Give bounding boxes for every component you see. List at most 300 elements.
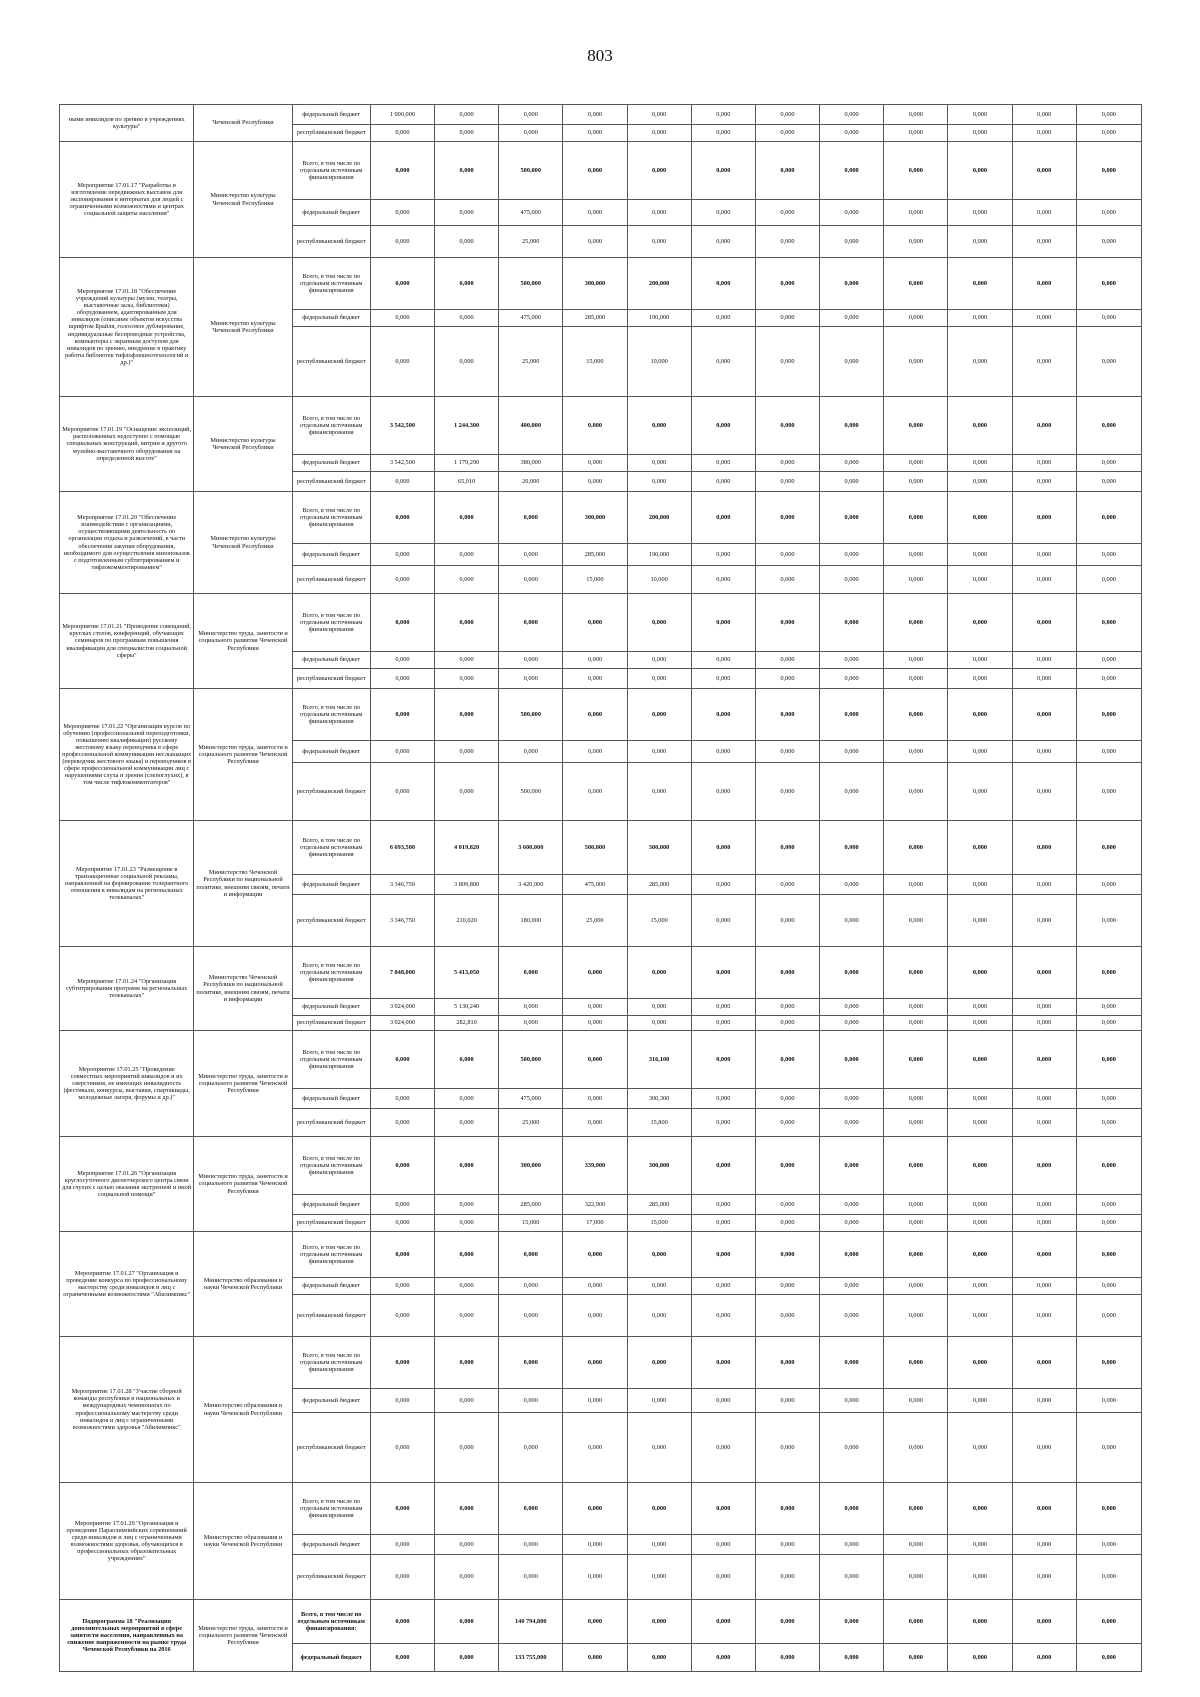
value-cell: 0,000 xyxy=(820,689,884,741)
value-cell: 0,000 xyxy=(884,1109,948,1137)
value-cell: 0,000 xyxy=(563,594,627,652)
value-cell: 0,000 xyxy=(1076,875,1141,895)
value-cell: 0,000 xyxy=(820,1483,884,1535)
value-cell: 0,000 xyxy=(755,327,819,397)
value-cell: 0,000 xyxy=(370,1215,434,1232)
value-cell: 300,000 xyxy=(499,1137,563,1195)
value-cell: 0,000 xyxy=(1012,1089,1076,1109)
value-cell: 0,000 xyxy=(948,1089,1012,1109)
value-cell: 0,000 xyxy=(755,1016,819,1031)
value-cell: 0,000 xyxy=(691,669,755,689)
funding-source-cell: федеральный бюджет xyxy=(292,1278,370,1295)
value-cell: 0,000 xyxy=(1076,472,1141,492)
value-cell: 0,000 xyxy=(755,1337,819,1389)
value-cell: 0,000 xyxy=(370,1109,434,1137)
value-cell: 0,000 xyxy=(370,669,434,689)
value-cell: 0,000 xyxy=(435,1337,499,1389)
value-cell: 0,000 xyxy=(1012,1600,1076,1644)
value-cell: 0,000 xyxy=(370,200,434,226)
value-cell: 1 179,290 xyxy=(435,455,499,472)
executor-cell: Министерство труда, занятости и социального развития Чеченской Республики xyxy=(194,1600,292,1672)
value-cell: 0,000 xyxy=(435,1215,499,1232)
value-cell: 0,000 xyxy=(948,1535,1012,1555)
funding-source-cell: федеральный бюджет xyxy=(292,1535,370,1555)
value-cell: 0,000 xyxy=(563,741,627,763)
value-cell: 3 600,000 xyxy=(499,821,563,875)
value-cell: 0,000 xyxy=(691,1644,755,1672)
value-cell: 0,000 xyxy=(370,1389,434,1413)
measure-cell: Мероприятие 17.01.29 "Организация и проведение Параолимпийских соревнований среди инвалидов и лиц с ограниченными возможностями здоровья, обучающихся в профессиональных образовательных учреждениях" xyxy=(60,1483,194,1600)
value-cell: 0,000 xyxy=(1012,741,1076,763)
value-cell: 0,000 xyxy=(627,1389,691,1413)
value-cell: 25,000 xyxy=(499,1109,563,1137)
value-cell: 0,000 xyxy=(627,455,691,472)
value-cell: 0,000 xyxy=(1076,1031,1141,1089)
value-cell: 0,000 xyxy=(755,669,819,689)
value-cell: 0,000 xyxy=(1012,895,1076,947)
value-cell: 0,000 xyxy=(820,1215,884,1232)
funding-source-cell: республиканский бюджет xyxy=(292,669,370,689)
value-cell: 0,000 xyxy=(627,1232,691,1278)
value-cell: 0,000 xyxy=(884,1413,948,1483)
value-cell: 0,000 xyxy=(435,1195,499,1215)
value-cell: 0,000 xyxy=(755,1483,819,1535)
value-cell: 0,000 xyxy=(884,895,948,947)
value-cell: 0,000 xyxy=(948,763,1012,821)
value-cell: 0,000 xyxy=(691,594,755,652)
value-cell: 0,000 xyxy=(370,741,434,763)
value-cell: 0,000 xyxy=(755,105,819,125)
value-cell: 4 019,820 xyxy=(435,821,499,875)
value-cell: 0,000 xyxy=(948,741,1012,763)
value-cell: 0,000 xyxy=(1012,492,1076,544)
table-row xyxy=(60,821,1142,875)
value-cell: 282,810 xyxy=(435,1016,499,1031)
funding-source-cell: Всего, в том числе по отдельным источникам финансирования xyxy=(292,492,370,544)
value-cell: 0,000 xyxy=(627,763,691,821)
value-cell: 0,000 xyxy=(1076,1555,1141,1600)
value-cell: 15,000 xyxy=(563,327,627,397)
value-cell: 0,000 xyxy=(691,1137,755,1195)
value-cell: 0,000 xyxy=(1076,947,1141,999)
value-cell: 285,000 xyxy=(563,310,627,327)
value-cell: 0,000 xyxy=(691,327,755,397)
value-cell: 0,000 xyxy=(820,947,884,999)
measure-cell: Мероприятие 17.01.25 "Проведение совместных мероприятий инвалидов и их сверстников, не имеющих инвалидность (фестивали, конкурсы, выставки, спартакиады, молодежные лагеря, форумы и др.)" xyxy=(60,1031,194,1137)
value-cell: 339,900 xyxy=(563,1137,627,1195)
value-cell: 0,000 xyxy=(435,1555,499,1600)
value-cell: 300,000 xyxy=(563,492,627,544)
value-cell: 0,000 xyxy=(563,125,627,142)
value-cell: 0,000 xyxy=(691,226,755,258)
value-cell: 0,000 xyxy=(1076,689,1141,741)
value-cell: 3 924,000 xyxy=(370,1016,434,1031)
value-cell: 0,000 xyxy=(435,594,499,652)
value-cell: 0,000 xyxy=(1076,1215,1141,1232)
value-cell: 0,000 xyxy=(755,1413,819,1483)
funding-source-cell: федеральный бюджет xyxy=(292,1389,370,1413)
value-cell: 0,000 xyxy=(563,1232,627,1278)
value-cell: 0,000 xyxy=(755,1109,819,1137)
value-cell: 0,000 xyxy=(1076,895,1141,947)
funding-source-cell: федеральный бюджет xyxy=(292,875,370,895)
value-cell: 0,000 xyxy=(755,1232,819,1278)
table-row xyxy=(60,492,1142,544)
value-cell: 0,000 xyxy=(563,1389,627,1413)
funding-source-cell: федеральный бюджет xyxy=(292,1644,370,1672)
value-cell: 0,000 xyxy=(1076,327,1141,397)
value-cell: 0,000 xyxy=(370,1232,434,1278)
value-cell: 0,000 xyxy=(948,689,1012,741)
value-cell: 0,000 xyxy=(884,1137,948,1195)
value-cell: 0,000 xyxy=(1076,1600,1141,1644)
value-cell: 6 693,500 xyxy=(370,821,434,875)
value-cell: 0,000 xyxy=(435,1089,499,1109)
value-cell: 0,000 xyxy=(1012,1555,1076,1600)
value-cell: 380,000 xyxy=(499,455,563,472)
table-row xyxy=(60,258,1142,310)
value-cell: 0,000 xyxy=(1012,1215,1076,1232)
value-cell: 0,000 xyxy=(435,125,499,142)
value-cell: 0,000 xyxy=(948,652,1012,669)
funding-source-cell: федеральный бюджет xyxy=(292,1089,370,1109)
table-row xyxy=(60,142,1142,200)
value-cell: 0,000 xyxy=(948,821,1012,875)
value-cell: 0,000 xyxy=(948,1413,1012,1483)
value-cell: 0,000 xyxy=(691,1109,755,1137)
value-cell: 0,000 xyxy=(755,1644,819,1672)
value-cell: 0,000 xyxy=(1076,200,1141,226)
value-cell: 0,000 xyxy=(1012,105,1076,125)
value-cell: 0,000 xyxy=(884,1089,948,1109)
value-cell: 0,000 xyxy=(563,1644,627,1672)
value-cell: 0,000 xyxy=(884,125,948,142)
value-cell: 0,000 xyxy=(755,652,819,669)
value-cell: 0,000 xyxy=(755,689,819,741)
value-cell: 0,000 xyxy=(627,200,691,226)
value-cell: 0,000 xyxy=(435,652,499,669)
value-cell: 133 755,000 xyxy=(499,1644,563,1672)
value-cell: 0,000 xyxy=(499,1483,563,1535)
value-cell: 0,000 xyxy=(820,821,884,875)
value-cell: 0,000 xyxy=(1012,594,1076,652)
value-cell: 15,800 xyxy=(627,1109,691,1137)
value-cell: 0,000 xyxy=(691,1389,755,1413)
value-cell: 0,000 xyxy=(820,492,884,544)
value-cell: 0,000 xyxy=(820,1555,884,1600)
value-cell: 0,000 xyxy=(691,1089,755,1109)
value-cell: 0,000 xyxy=(691,895,755,947)
value-cell: 0,000 xyxy=(755,947,819,999)
value-cell: 10,000 xyxy=(627,327,691,397)
funding-source-cell: республиканский бюджет xyxy=(292,1295,370,1337)
value-cell: 0,000 xyxy=(627,1337,691,1389)
value-cell: 0,000 xyxy=(563,1535,627,1555)
value-cell: 0,000 xyxy=(691,1413,755,1483)
value-cell: 0,000 xyxy=(499,492,563,544)
measure-cell: ными инвалидов по зрению в учреждениях культуры" xyxy=(60,105,194,142)
value-cell: 0,000 xyxy=(1076,763,1141,821)
value-cell: 0,000 xyxy=(884,1278,948,1295)
value-cell: 0,000 xyxy=(1012,472,1076,492)
value-cell: 0,000 xyxy=(948,455,1012,472)
value-cell: 0,000 xyxy=(884,947,948,999)
value-cell: 0,000 xyxy=(755,566,819,594)
value-cell: 0,000 xyxy=(755,1195,819,1215)
value-cell: 0,000 xyxy=(563,763,627,821)
value-cell: 0,000 xyxy=(691,999,755,1016)
value-cell: 0,000 xyxy=(755,1600,819,1644)
value-cell: 0,000 xyxy=(1076,142,1141,200)
value-cell: 0,000 xyxy=(563,226,627,258)
value-cell: 0,000 xyxy=(948,1483,1012,1535)
value-cell: 180,000 xyxy=(499,895,563,947)
value-cell: 0,000 xyxy=(435,1278,499,1295)
value-cell: 0,000 xyxy=(948,1215,1012,1232)
value-cell: 0,000 xyxy=(820,1644,884,1672)
value-cell: 0,000 xyxy=(820,1016,884,1031)
funding-source-cell: Всего, в том числе по отдельным источникам финансирования: xyxy=(292,1600,370,1644)
value-cell: 0,000 xyxy=(499,1295,563,1337)
value-cell: 0,000 xyxy=(1012,1137,1076,1195)
value-cell: 0,000 xyxy=(691,397,755,455)
value-cell: 0,000 xyxy=(948,566,1012,594)
value-cell: 500,000 xyxy=(499,763,563,821)
value-cell: 0,000 xyxy=(755,594,819,652)
value-cell: 285,000 xyxy=(627,1195,691,1215)
funding-source-cell: федеральный бюджет xyxy=(292,455,370,472)
table-row xyxy=(60,1232,1142,1278)
value-cell: 0,000 xyxy=(1012,763,1076,821)
value-cell: 0,000 xyxy=(370,566,434,594)
value-cell: 0,000 xyxy=(755,125,819,142)
value-cell: 0,000 xyxy=(563,1278,627,1295)
value-cell: 0,000 xyxy=(948,1232,1012,1278)
value-cell: 0,000 xyxy=(435,689,499,741)
value-cell: 0,000 xyxy=(370,1644,434,1672)
value-cell: 0,000 xyxy=(627,105,691,125)
value-cell: 0,000 xyxy=(1012,327,1076,397)
value-cell: 0,000 xyxy=(884,200,948,226)
value-cell: 0,000 xyxy=(435,544,499,566)
value-cell: 400,000 xyxy=(499,397,563,455)
value-cell: 0,000 xyxy=(563,397,627,455)
table-row xyxy=(60,397,1142,455)
value-cell: 0,000 xyxy=(884,1555,948,1600)
value-cell: 0,000 xyxy=(563,1031,627,1089)
value-cell: 0,000 xyxy=(884,1483,948,1535)
value-cell: 0,000 xyxy=(948,669,1012,689)
value-cell: 0,000 xyxy=(884,763,948,821)
value-cell: 316,100 xyxy=(627,1031,691,1089)
value-cell: 0,000 xyxy=(563,105,627,125)
funding-source-cell: Всего, в том числе по отдельным источникам финансирования xyxy=(292,947,370,999)
value-cell: 0,000 xyxy=(820,1389,884,1413)
value-cell: 500,000 xyxy=(563,821,627,875)
funding-source-cell: Всего, в том числе по отдельным источникам финансирования xyxy=(292,1031,370,1089)
value-cell: 0,000 xyxy=(1012,821,1076,875)
value-cell: 0,000 xyxy=(884,669,948,689)
value-cell: 0,000 xyxy=(820,1278,884,1295)
value-cell: 15,000 xyxy=(499,1215,563,1232)
table-row xyxy=(60,1483,1142,1535)
value-cell: 10,000 xyxy=(627,566,691,594)
value-cell: 0,000 xyxy=(884,689,948,741)
value-cell: 0,000 xyxy=(563,689,627,741)
value-cell: 0,000 xyxy=(563,472,627,492)
value-cell: 0,000 xyxy=(1076,1483,1141,1535)
value-cell: 3 924,000 xyxy=(370,999,434,1016)
value-cell: 3 420,000 xyxy=(499,875,563,895)
value-cell: 0,000 xyxy=(435,142,499,200)
value-cell: 0,000 xyxy=(691,1031,755,1089)
value-cell: 0,000 xyxy=(1076,999,1141,1016)
value-cell: 0,000 xyxy=(691,544,755,566)
value-cell: 0,000 xyxy=(820,1413,884,1483)
value-cell: 0,000 xyxy=(1076,1089,1141,1109)
value-cell: 0,000 xyxy=(755,1555,819,1600)
value-cell: 0,000 xyxy=(691,689,755,741)
value-cell: 0,000 xyxy=(820,1089,884,1109)
value-cell: 0,000 xyxy=(435,327,499,397)
value-cell: 0,000 xyxy=(948,999,1012,1016)
value-cell: 0,000 xyxy=(1012,652,1076,669)
value-cell: 0,000 xyxy=(1076,1389,1141,1413)
executor-cell: Министерство культуры Чеченской Республики xyxy=(194,142,292,258)
value-cell: 0,000 xyxy=(691,105,755,125)
funding-source-cell: Всего, в том числе по отдельным источникам финансирования xyxy=(292,1337,370,1389)
value-cell: 0,000 xyxy=(755,1295,819,1337)
value-cell: 0,000 xyxy=(948,1337,1012,1389)
value-cell: 0,000 xyxy=(1076,1016,1141,1031)
value-cell: 0,000 xyxy=(563,947,627,999)
value-cell: 0,000 xyxy=(691,455,755,472)
value-cell: 0,000 xyxy=(370,1600,434,1644)
value-cell: 0,000 xyxy=(1012,1016,1076,1031)
value-cell: 0,000 xyxy=(435,1413,499,1483)
value-cell: 0,000 xyxy=(1076,1295,1141,1337)
value-cell: 0,000 xyxy=(884,310,948,327)
value-cell: 0,000 xyxy=(563,669,627,689)
value-cell: 0,000 xyxy=(948,492,1012,544)
value-cell: 0,000 xyxy=(755,200,819,226)
value-cell: 0,000 xyxy=(820,327,884,397)
value-cell: 0,000 xyxy=(1012,1031,1076,1089)
value-cell: 0,000 xyxy=(691,472,755,492)
value-cell: 0,000 xyxy=(1012,689,1076,741)
value-cell: 0,000 xyxy=(691,741,755,763)
value-cell: 0,000 xyxy=(563,455,627,472)
value-cell: 0,000 xyxy=(435,258,499,310)
value-cell: 0,000 xyxy=(499,566,563,594)
funding-source-cell: республиканский бюджет xyxy=(292,1555,370,1600)
value-cell: 300,000 xyxy=(563,258,627,310)
executor-cell: Министерство культуры Чеченской Республики xyxy=(194,258,292,397)
value-cell: 0,000 xyxy=(820,1535,884,1555)
value-cell: 0,000 xyxy=(370,1555,434,1600)
measure-cell: Мероприятие 17.01.26 "Организация круглосуточного диспетчерского центра связи для глухих с целью оказания экстренной и иной социальной помощи" xyxy=(60,1137,194,1232)
value-cell: 0,000 xyxy=(1076,455,1141,472)
funding-source-cell: федеральный бюджет xyxy=(292,200,370,226)
value-cell: 0,000 xyxy=(755,226,819,258)
measure-cell: Мероприятие 17.01.22 "Организация курсов по обучению (профессиональной переподготовки, повышению квалификации) русскому жестовому языку переводчика в сфере профессиональной коммуникации неслышащих (переводчик жестового языка) и переводчиков в сфере профессиональной коммуникации лиц с нарушениями слуха и зрения (слепоглухих), в том числе тифлокомментаторов" xyxy=(60,689,194,821)
value-cell: 0,000 xyxy=(1076,258,1141,310)
value-cell: 0,000 xyxy=(627,1016,691,1031)
value-cell: 285,000 xyxy=(563,544,627,566)
value-cell: 200,000 xyxy=(627,258,691,310)
value-cell: 285,000 xyxy=(627,875,691,895)
executor-cell: Чеченской Республики xyxy=(194,105,292,142)
value-cell: 0,000 xyxy=(499,947,563,999)
value-cell: 0,000 xyxy=(499,652,563,669)
value-cell: 0,000 xyxy=(1076,1535,1141,1555)
funding-source-cell: республиканский бюджет xyxy=(292,763,370,821)
value-cell: 0,000 xyxy=(435,310,499,327)
value-cell: 0,000 xyxy=(691,1337,755,1389)
value-cell: 0,000 xyxy=(820,125,884,142)
value-cell: 0,000 xyxy=(755,821,819,875)
value-cell: 0,000 xyxy=(820,397,884,455)
value-cell: 0,000 xyxy=(948,258,1012,310)
value-cell: 0,000 xyxy=(884,1232,948,1278)
value-cell: 0,000 xyxy=(1076,1644,1141,1672)
funding-source-cell: республиканский бюджет xyxy=(292,566,370,594)
value-cell: 25,000 xyxy=(563,895,627,947)
measure-cell: Мероприятие 17.01.28 "Участие сборной команды республики в национальных и международных чемпионатах по профессиональному мастерству среди инвалидов и лиц с ограниченными возможностями здоровья "Абилимпикс" xyxy=(60,1337,194,1483)
value-cell: 0,000 xyxy=(755,142,819,200)
value-cell: 0,000 xyxy=(627,1295,691,1337)
value-cell: 0,000 xyxy=(691,258,755,310)
value-cell: 0,000 xyxy=(1076,310,1141,327)
value-cell: 0,000 xyxy=(435,1535,499,1555)
value-cell: 0,000 xyxy=(884,1215,948,1232)
value-cell: 0,000 xyxy=(1012,200,1076,226)
value-cell: 0,000 xyxy=(884,741,948,763)
value-cell: 0,000 xyxy=(948,947,1012,999)
value-cell: 475,000 xyxy=(499,200,563,226)
value-cell: 0,000 xyxy=(1012,999,1076,1016)
value-cell: 0,000 xyxy=(627,1535,691,1555)
value-cell: 0,000 xyxy=(1012,258,1076,310)
value-cell: 0,000 xyxy=(1012,1535,1076,1555)
value-cell: 0,000 xyxy=(755,1137,819,1195)
value-cell: 3 542,500 xyxy=(370,397,434,455)
value-cell: 0,000 xyxy=(627,1555,691,1600)
executor-cell: Министерство образования и науки Чеченской Республики xyxy=(194,1232,292,1337)
value-cell: 0,000 xyxy=(755,455,819,472)
funding-source-cell: Всего, в том числе по отдельным источникам финансирования xyxy=(292,1232,370,1278)
value-cell: 0,000 xyxy=(1012,226,1076,258)
value-cell: 300,000 xyxy=(627,1137,691,1195)
value-cell: 0,000 xyxy=(1076,1232,1141,1278)
value-cell: 190,000 xyxy=(627,310,691,327)
funding-source-cell: федеральный бюджет xyxy=(292,999,370,1016)
value-cell: 0,000 xyxy=(627,397,691,455)
value-cell: 0,000 xyxy=(499,741,563,763)
value-cell: 25,000 xyxy=(499,327,563,397)
value-cell: 0,000 xyxy=(1012,875,1076,895)
value-cell: 0,000 xyxy=(1012,1413,1076,1483)
value-cell: 0,000 xyxy=(435,1031,499,1089)
value-cell: 0,000 xyxy=(1012,142,1076,200)
value-cell: 0,000 xyxy=(1076,1137,1141,1195)
funding-source-cell: республиканский бюджет xyxy=(292,1413,370,1483)
value-cell: 500,000 xyxy=(499,1031,563,1089)
value-cell: 0,000 xyxy=(820,1195,884,1215)
value-cell: 0,000 xyxy=(435,226,499,258)
value-cell: 0,000 xyxy=(1012,544,1076,566)
value-cell: 0,000 xyxy=(884,105,948,125)
